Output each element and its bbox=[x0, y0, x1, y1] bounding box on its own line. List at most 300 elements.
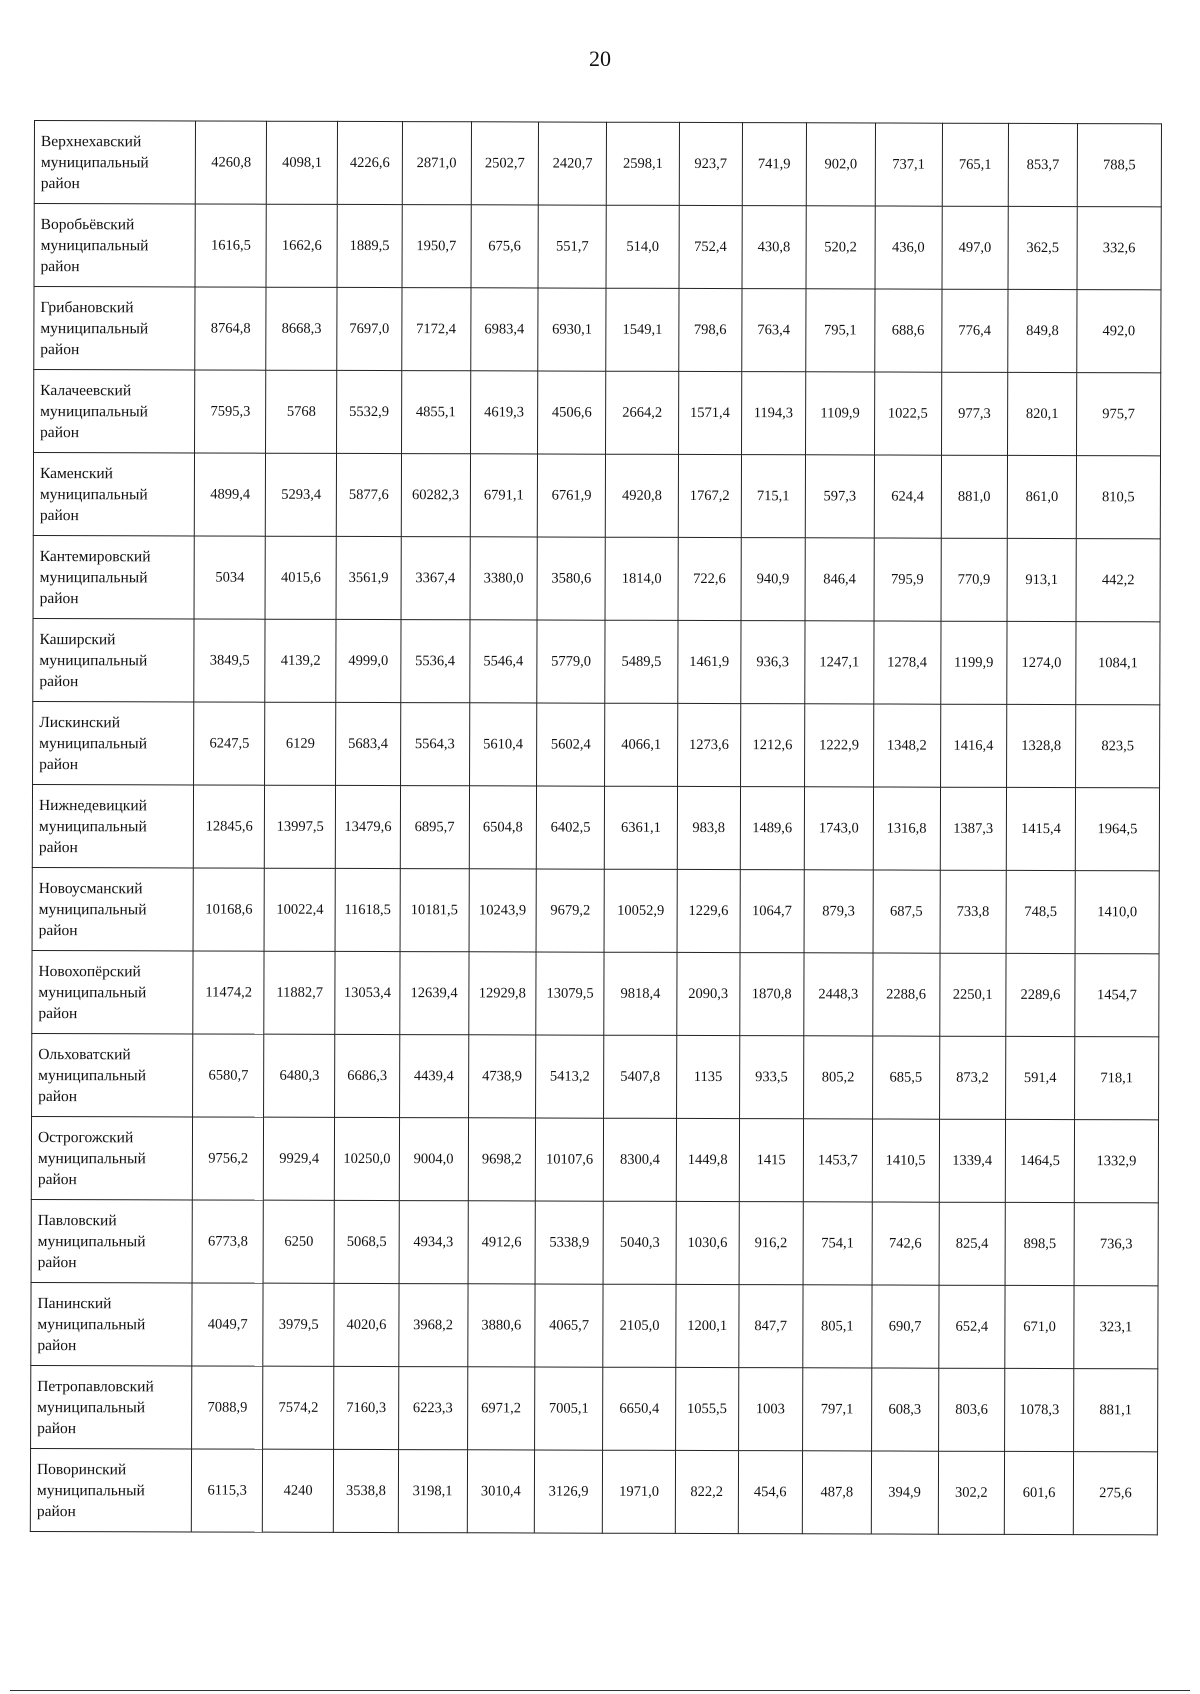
value-cell: 487,8 bbox=[802, 1451, 871, 1534]
value-cell: 7574,2 bbox=[263, 1366, 334, 1449]
district-name-line: муниципальный bbox=[37, 1149, 146, 1167]
value-cell: 4020,6 bbox=[334, 1283, 399, 1366]
value-cell: 1273,6 bbox=[678, 703, 741, 786]
value-cell: 1247,1 bbox=[805, 621, 874, 704]
value-cell: 10243,9 bbox=[469, 869, 537, 952]
value-cell: 4260,8 bbox=[196, 121, 267, 204]
value-cell: 6983,4 bbox=[470, 288, 538, 371]
district-name-cell bbox=[32, 867, 194, 950]
value-cell: 1870,8 bbox=[739, 953, 804, 1036]
value-cell: 754,1 bbox=[803, 1202, 872, 1285]
value-cell: 687,5 bbox=[873, 870, 940, 953]
district-name-line: Поворинский bbox=[36, 1460, 127, 1478]
district-name-line: Лискинский bbox=[39, 713, 121, 731]
value-cell: 4934,3 bbox=[399, 1201, 468, 1284]
value-cell: 795,1 bbox=[806, 289, 875, 372]
value-cell: 685,5 bbox=[872, 1036, 939, 1119]
value-cell: 597,3 bbox=[805, 455, 874, 538]
value-cell: 9004,0 bbox=[399, 1118, 468, 1201]
district-name-line: Нижнедевицкий bbox=[38, 796, 147, 814]
value-cell: 2598,1 bbox=[606, 122, 679, 205]
value-cell: 5779,0 bbox=[537, 620, 605, 703]
value-cell: 4506,6 bbox=[538, 371, 606, 454]
value-cell: 1003 bbox=[738, 1368, 803, 1451]
value-cell: 6223,3 bbox=[398, 1367, 467, 1450]
district-name-line: район bbox=[36, 1502, 76, 1520]
value-cell: 688,6 bbox=[875, 289, 942, 372]
value-cell: 6247,5 bbox=[194, 702, 265, 785]
district-name-line: район bbox=[37, 1336, 77, 1354]
value-cell: 608,3 bbox=[871, 1368, 938, 1451]
value-cell: 1030,6 bbox=[676, 1201, 739, 1284]
value-cell: 7172,4 bbox=[402, 288, 471, 371]
value-cell: 1416,4 bbox=[940, 704, 1007, 787]
district-name-line: муниципальный bbox=[38, 817, 147, 835]
value-cell: 1278,4 bbox=[874, 621, 941, 704]
district-name-line: Воробьёвский bbox=[40, 215, 135, 233]
value-cell: 7595,3 bbox=[195, 370, 266, 453]
value-cell: 846,4 bbox=[805, 538, 874, 621]
value-cell: 690,7 bbox=[872, 1285, 939, 1368]
value-cell: 1078,3 bbox=[1005, 1368, 1074, 1451]
district-data-table bbox=[30, 120, 1162, 1535]
value-cell: 3198,1 bbox=[398, 1450, 467, 1533]
value-cell: 13479,6 bbox=[336, 785, 401, 868]
district-name-line: муниципальный bbox=[38, 900, 147, 918]
value-cell: 722,6 bbox=[678, 537, 741, 620]
value-cell: 748,5 bbox=[1006, 870, 1075, 953]
value-cell: 9929,4 bbox=[264, 1117, 335, 1200]
value-cell: 916,2 bbox=[739, 1202, 804, 1285]
value-cell: 6686,3 bbox=[335, 1034, 400, 1117]
district-name-line: муниципальный bbox=[39, 651, 148, 669]
value-cell: 5602,4 bbox=[537, 703, 605, 786]
district-name-line: район bbox=[40, 257, 80, 275]
table-row bbox=[30, 1448, 1157, 1534]
value-cell: 4065,7 bbox=[535, 1284, 603, 1367]
value-cell: 2090,3 bbox=[677, 952, 740, 1035]
value-cell: 13053,4 bbox=[335, 951, 400, 1034]
value-cell: 1212,6 bbox=[740, 704, 805, 787]
value-cell: 879,3 bbox=[804, 870, 873, 953]
value-cell: 923,7 bbox=[679, 122, 742, 205]
value-cell: 436,0 bbox=[875, 206, 942, 289]
value-cell: 1410,0 bbox=[1075, 871, 1159, 954]
value-cell: 798,6 bbox=[679, 288, 742, 371]
value-cell: 1767,2 bbox=[678, 454, 741, 537]
value-cell: 5338,9 bbox=[535, 1201, 603, 1284]
value-cell: 788,5 bbox=[1077, 124, 1161, 207]
value-cell: 1964,5 bbox=[1075, 788, 1159, 871]
value-cell: 6930,1 bbox=[538, 288, 606, 371]
value-cell: 825,4 bbox=[939, 1202, 1006, 1285]
district-name-line: Калачеевский bbox=[40, 381, 132, 399]
value-cell: 520,2 bbox=[806, 206, 875, 289]
value-cell: 8668,3 bbox=[266, 287, 337, 370]
district-name-line: Каширский bbox=[39, 630, 116, 648]
district-name-line: Грибановский bbox=[40, 298, 134, 316]
district-name-line: Панинский bbox=[37, 1294, 112, 1312]
value-cell: 4015,6 bbox=[265, 536, 336, 619]
value-cell: 6361,1 bbox=[604, 786, 677, 869]
value-cell: 1316,8 bbox=[873, 787, 940, 870]
district-name-cell bbox=[31, 1116, 193, 1199]
value-cell: 803,6 bbox=[938, 1368, 1005, 1451]
district-name-cell bbox=[32, 1033, 194, 1116]
value-cell: 492,0 bbox=[1077, 290, 1161, 373]
value-cell: 765,1 bbox=[942, 123, 1009, 206]
value-cell: 1200,1 bbox=[676, 1284, 739, 1367]
value-cell: 6480,3 bbox=[264, 1034, 335, 1117]
table-row bbox=[33, 453, 1160, 539]
value-cell: 3979,5 bbox=[263, 1283, 334, 1366]
value-cell: 3367,4 bbox=[401, 537, 470, 620]
value-cell: 776,4 bbox=[941, 289, 1008, 372]
value-cell: 12929,8 bbox=[468, 952, 536, 1035]
value-cell: 394,9 bbox=[871, 1451, 938, 1534]
table-row bbox=[31, 1365, 1158, 1451]
district-name-line: муниципальный bbox=[39, 734, 148, 752]
value-cell: 1410,5 bbox=[872, 1119, 939, 1202]
value-cell: 11882,7 bbox=[264, 951, 335, 1034]
value-cell: 3561,9 bbox=[336, 536, 401, 619]
value-cell: 5877,6 bbox=[337, 453, 402, 536]
table-row bbox=[34, 370, 1161, 456]
value-cell: 652,4 bbox=[938, 1285, 1005, 1368]
district-name-line: район bbox=[37, 1170, 77, 1188]
value-cell: 6115,3 bbox=[192, 1449, 263, 1532]
value-cell: 5293,4 bbox=[266, 453, 337, 536]
district-name-line: муниципальный bbox=[40, 402, 149, 420]
district-name-cell bbox=[34, 204, 196, 287]
district-name-line: Новохопёрский bbox=[38, 962, 141, 980]
value-cell: 1387,3 bbox=[940, 787, 1007, 870]
value-cell: 6761,9 bbox=[538, 454, 606, 537]
value-cell: 12639,4 bbox=[400, 952, 469, 1035]
district-name-cell bbox=[34, 287, 196, 370]
district-name-cell bbox=[31, 1365, 193, 1448]
value-cell: 741,9 bbox=[742, 123, 807, 206]
value-cell: 8300,4 bbox=[603, 1118, 676, 1201]
value-cell: 6791,1 bbox=[470, 454, 538, 537]
value-cell: 2420,7 bbox=[539, 122, 607, 205]
value-cell: 10052,9 bbox=[604, 869, 677, 952]
value-cell: 5564,3 bbox=[400, 703, 469, 786]
value-cell: 60282,3 bbox=[401, 454, 470, 537]
table-row bbox=[33, 618, 1160, 704]
value-cell: 11618,5 bbox=[335, 868, 400, 951]
value-cell: 940,9 bbox=[741, 538, 806, 621]
value-cell: 902,0 bbox=[806, 123, 875, 206]
value-cell: 12845,6 bbox=[194, 785, 265, 868]
district-name-line: муниципальный bbox=[40, 319, 149, 337]
district-name-line: район bbox=[40, 423, 80, 441]
value-cell: 4619,3 bbox=[470, 371, 538, 454]
district-name-line: муниципальный bbox=[38, 983, 147, 1001]
value-cell: 10250,0 bbox=[335, 1117, 400, 1200]
district-name-line: муниципальный bbox=[39, 568, 148, 586]
value-cell: 5407,8 bbox=[604, 1035, 677, 1118]
value-cell: 3010,4 bbox=[467, 1450, 535, 1533]
value-cell: 913,1 bbox=[1007, 538, 1076, 621]
value-cell: 2289,6 bbox=[1006, 953, 1075, 1036]
value-cell: 752,4 bbox=[679, 205, 742, 288]
value-cell: 551,7 bbox=[538, 205, 606, 288]
district-name-line: муниципальный bbox=[37, 1398, 146, 1416]
table-row bbox=[34, 204, 1161, 290]
value-cell: 5610,4 bbox=[469, 703, 537, 786]
district-name-line: район bbox=[40, 174, 80, 192]
value-cell: 805,2 bbox=[804, 1036, 873, 1119]
value-cell: 737,1 bbox=[875, 123, 942, 206]
district-name-line: район bbox=[38, 1087, 78, 1105]
value-cell: 5532,9 bbox=[337, 370, 402, 453]
value-cell: 1055,5 bbox=[676, 1367, 739, 1450]
district-name-cell bbox=[31, 1282, 193, 1365]
table-row bbox=[32, 867, 1159, 953]
district-name-cell bbox=[30, 1448, 192, 1531]
value-cell: 3380,0 bbox=[470, 537, 538, 620]
value-cell: 591,4 bbox=[1006, 1036, 1075, 1119]
value-cell: 3968,2 bbox=[399, 1284, 468, 1367]
value-cell: 1194,3 bbox=[741, 372, 806, 455]
value-cell: 3880,6 bbox=[467, 1284, 535, 1367]
value-cell: 6580,7 bbox=[193, 1034, 264, 1117]
value-cell: 715,1 bbox=[741, 455, 806, 538]
value-cell: 275,6 bbox=[1073, 1452, 1157, 1535]
value-cell: 454,6 bbox=[738, 1451, 803, 1534]
value-cell: 718,1 bbox=[1075, 1037, 1159, 1120]
value-cell: 822,2 bbox=[675, 1450, 738, 1533]
district-name-line: район bbox=[39, 755, 79, 773]
value-cell: 5536,4 bbox=[401, 620, 470, 703]
district-name-line: муниципальный bbox=[37, 1315, 146, 1333]
value-cell: 1950,7 bbox=[402, 205, 471, 288]
value-cell: 881,1 bbox=[1074, 1369, 1158, 1452]
district-name-line: муниципальный bbox=[38, 1066, 147, 1084]
value-cell: 2105,0 bbox=[603, 1284, 676, 1367]
district-name-line: район bbox=[37, 1253, 77, 1271]
value-cell: 7697,0 bbox=[337, 287, 402, 370]
value-cell: 9818,4 bbox=[604, 952, 677, 1035]
district-name-cell bbox=[33, 618, 195, 701]
value-cell: 6650,4 bbox=[603, 1367, 676, 1450]
district-name-line: муниципальный bbox=[39, 485, 148, 503]
table-row bbox=[31, 1199, 1158, 1285]
value-cell: 6895,7 bbox=[400, 786, 469, 869]
table-body bbox=[30, 121, 1161, 1535]
page-number: 20 bbox=[589, 46, 611, 71]
value-cell: 1332,9 bbox=[1074, 1120, 1158, 1203]
value-cell: 7005,1 bbox=[535, 1367, 603, 1450]
value-cell: 430,8 bbox=[742, 206, 807, 289]
district-name-cell bbox=[32, 950, 194, 1033]
value-cell: 1449,8 bbox=[676, 1118, 739, 1201]
district-name-line: район bbox=[39, 672, 79, 690]
value-cell: 6504,8 bbox=[469, 786, 537, 869]
table-row bbox=[32, 1033, 1159, 1119]
value-cell: 1571,4 bbox=[679, 371, 742, 454]
value-cell: 11474,2 bbox=[193, 951, 264, 1034]
value-cell: 1064,7 bbox=[740, 870, 805, 953]
table-row bbox=[33, 535, 1160, 621]
value-cell: 1662,6 bbox=[266, 204, 337, 287]
value-cell: 497,0 bbox=[942, 206, 1009, 289]
value-cell: 4240 bbox=[263, 1449, 334, 1532]
value-cell: 332,6 bbox=[1077, 207, 1161, 290]
value-cell: 4912,6 bbox=[468, 1201, 536, 1284]
value-cell: 1814,0 bbox=[605, 537, 678, 620]
district-name-line: Каменский bbox=[39, 464, 113, 482]
value-cell: 9756,2 bbox=[193, 1117, 264, 1200]
value-cell: 7160,3 bbox=[334, 1366, 399, 1449]
value-cell: 1971,0 bbox=[602, 1450, 675, 1533]
value-cell: 742,6 bbox=[872, 1202, 939, 1285]
value-cell: 442,2 bbox=[1076, 539, 1160, 622]
value-cell: 1135 bbox=[677, 1035, 740, 1118]
value-cell: 6250 bbox=[263, 1200, 334, 1283]
table-row bbox=[32, 950, 1159, 1036]
district-name-line: район bbox=[40, 340, 80, 358]
district-name-cell bbox=[34, 370, 196, 453]
district-name-line: муниципальный bbox=[36, 1481, 145, 1499]
district-name-line: Новоусманский bbox=[38, 879, 143, 897]
district-name-line: Ольховатский bbox=[38, 1045, 131, 1063]
district-name-cell bbox=[34, 121, 196, 204]
value-cell: 1222,9 bbox=[805, 704, 874, 787]
value-cell: 1464,5 bbox=[1005, 1119, 1074, 1202]
district-name-line: район bbox=[37, 1419, 77, 1437]
value-cell: 983,8 bbox=[677, 786, 740, 869]
value-cell: 733,8 bbox=[940, 870, 1007, 953]
value-cell: 4226,6 bbox=[337, 121, 402, 204]
value-cell: 2448,3 bbox=[804, 953, 873, 1036]
value-cell: 2502,7 bbox=[471, 122, 539, 205]
value-cell: 1415,4 bbox=[1006, 787, 1075, 870]
footer-rule bbox=[10, 1690, 1190, 1691]
value-cell: 6773,8 bbox=[192, 1200, 263, 1283]
value-cell: 6129 bbox=[265, 702, 336, 785]
value-cell: 1022,5 bbox=[874, 372, 941, 455]
value-cell: 1415 bbox=[739, 1119, 804, 1202]
table-row bbox=[31, 1282, 1158, 1368]
value-cell: 823,5 bbox=[1076, 705, 1160, 788]
value-cell: 1461,9 bbox=[678, 620, 741, 703]
value-cell: 1229,6 bbox=[677, 869, 740, 952]
value-cell: 736,3 bbox=[1074, 1203, 1158, 1286]
value-cell: 2871,0 bbox=[402, 122, 471, 205]
district-name-cell bbox=[33, 535, 195, 618]
district-name-line: Острогожский bbox=[37, 1128, 134, 1146]
value-cell: 4999,0 bbox=[336, 619, 401, 702]
value-cell: 853,7 bbox=[1008, 123, 1077, 206]
district-name-cell bbox=[33, 453, 195, 536]
value-cell: 10107,6 bbox=[536, 1118, 604, 1201]
value-cell: 5040,3 bbox=[603, 1201, 676, 1284]
value-cell: 5546,4 bbox=[469, 620, 537, 703]
district-name-line: муниципальный bbox=[40, 153, 149, 171]
value-cell: 847,7 bbox=[738, 1285, 803, 1368]
value-cell: 1199,9 bbox=[940, 621, 1007, 704]
table-row bbox=[32, 784, 1159, 870]
value-cell: 5068,5 bbox=[334, 1200, 399, 1283]
value-cell: 4899,4 bbox=[195, 453, 266, 536]
value-cell: 601,6 bbox=[1004, 1451, 1073, 1534]
value-cell: 4049,7 bbox=[192, 1283, 263, 1366]
district-name-cell bbox=[31, 1199, 193, 1282]
district-name-line: муниципальный bbox=[40, 236, 149, 254]
value-cell: 1084,1 bbox=[1076, 622, 1160, 705]
value-cell: 9698,2 bbox=[468, 1118, 536, 1201]
value-cell: 933,5 bbox=[739, 1036, 804, 1119]
value-cell: 881,0 bbox=[941, 455, 1008, 538]
value-cell: 4139,2 bbox=[265, 619, 336, 702]
value-cell: 1328,8 bbox=[1007, 704, 1076, 787]
value-cell: 9679,2 bbox=[536, 869, 604, 952]
value-cell: 1889,5 bbox=[337, 204, 402, 287]
value-cell: 5683,4 bbox=[336, 702, 401, 785]
district-name-cell bbox=[33, 701, 195, 784]
value-cell: 1489,6 bbox=[740, 787, 805, 870]
value-cell: 514,0 bbox=[606, 205, 679, 288]
value-cell: 671,0 bbox=[1005, 1285, 1074, 1368]
value-cell: 977,3 bbox=[941, 372, 1008, 455]
value-cell: 10022,4 bbox=[264, 868, 335, 951]
value-cell: 10168,6 bbox=[193, 868, 264, 951]
value-cell: 797,1 bbox=[803, 1368, 872, 1451]
value-cell: 13997,5 bbox=[265, 785, 336, 868]
value-cell: 323,1 bbox=[1074, 1286, 1158, 1369]
district-name-line: Павловский bbox=[37, 1211, 117, 1229]
value-cell: 4066,1 bbox=[605, 703, 678, 786]
value-cell: 898,5 bbox=[1005, 1202, 1074, 1285]
district-name-line: район bbox=[39, 589, 79, 607]
district-name-line: район bbox=[38, 1004, 78, 1022]
value-cell: 624,4 bbox=[874, 455, 941, 538]
value-cell: 4098,1 bbox=[267, 121, 338, 204]
table-row bbox=[33, 701, 1160, 787]
value-cell: 5034 bbox=[194, 536, 265, 619]
value-cell: 936,3 bbox=[740, 621, 805, 704]
value-cell: 820,1 bbox=[1008, 372, 1077, 455]
value-cell: 4439,4 bbox=[399, 1035, 468, 1118]
district-name-line: Кантемировский bbox=[39, 547, 151, 565]
value-cell: 1743,0 bbox=[804, 787, 873, 870]
value-cell: 975,7 bbox=[1077, 373, 1161, 456]
value-cell: 1616,5 bbox=[195, 204, 266, 287]
district-name-line: Верхнехавский bbox=[40, 132, 142, 150]
value-cell: 10181,5 bbox=[400, 869, 469, 952]
value-cell: 1274,0 bbox=[1007, 621, 1076, 704]
value-cell: 795,9 bbox=[874, 538, 941, 621]
value-cell: 6402,5 bbox=[537, 786, 605, 869]
district-name-line: Петропавловский bbox=[37, 1377, 154, 1395]
value-cell: 4855,1 bbox=[401, 371, 470, 454]
value-cell: 2664,2 bbox=[606, 371, 679, 454]
value-cell: 5413,2 bbox=[536, 1035, 604, 1118]
table-row bbox=[31, 1116, 1158, 1202]
value-cell: 6971,2 bbox=[467, 1367, 535, 1450]
value-cell: 3580,6 bbox=[537, 537, 605, 620]
value-cell: 1109,9 bbox=[806, 372, 875, 455]
value-cell: 805,1 bbox=[803, 1285, 872, 1368]
value-cell: 2288,6 bbox=[873, 953, 940, 1036]
value-cell: 13079,5 bbox=[536, 952, 604, 1035]
table-row bbox=[34, 287, 1161, 373]
value-cell: 849,8 bbox=[1008, 289, 1077, 372]
value-cell: 3849,5 bbox=[194, 619, 265, 702]
value-cell: 1348,2 bbox=[873, 704, 940, 787]
